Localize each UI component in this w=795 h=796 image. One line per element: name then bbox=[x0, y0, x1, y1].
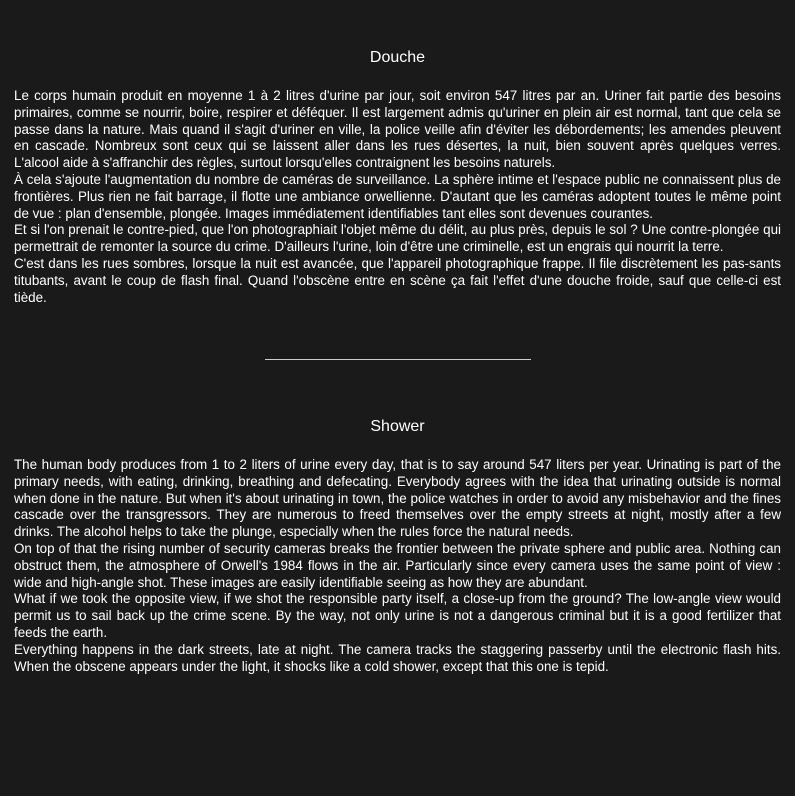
french-paragraph-4: C'est dans les rues sombres, lorsque la nuit est avancée, que l'appareil photographique frappe. Il file discrètement les pas-sants titubants, avant le coup de flash final. Quand l'obscène entre en scène ça fait l'effet d'une douche froide, sauf que celle-ci est tiède. bbox=[14, 255, 781, 305]
english-paragraph-2: On top of that the rising number of security cameras breaks the frontier between the private sphere and public area. Nothing can obstruct them, the atmosphere of Orwell's 1984 flows in the air. Particularly since every camera uses the same point of view : wide and high-angle shot. These images are easily identifiable seeing as how they are abundant. bbox=[14, 540, 781, 590]
english-paragraph-1: The human body produces from 1 to 2 liters of urine every day, that is to say around 547 liters per year. Urinating is part of the primary needs, with eating, drinking, breathing and defecating. Everybody agrees with the idea that urinating outside is normal when done in the nature. But when it's about urinating in town, the police watches in order to avoid any misbehavior and the fines cascade over the transgressors. They are numerous to freed themselves over the empty streets at night, mostly after a few drinks. The alcohol helps to take the plunge, especially when the rules force the natural needs. bbox=[14, 457, 781, 540]
french-section bbox=[14, 48, 781, 306]
french-paragraph-2: À cela s'ajoute l'augmentation du nombre de caméras de surveillance. La sphère intime et l'espace public ne connaissent plus de frontières. Plus rien ne fait barrage, il flotte une ambiance orwellienne. D'autant que les caméras adoptent toutes le même point de vue : plan d'ensemble, plongée. Images immédiatement identifiables tant elles sont devenues courantes. bbox=[14, 171, 781, 221]
english-title: Shower bbox=[370, 418, 425, 435]
french-paragraph-3: Et si l'on prenait le contre-pied, que l'on photographiait l'objet même du délit, au plus près, depuis le sol ? Une contre-plongée qui permettrait de remonter la source du crime. D'ailleurs l'urine, loin d'être une criminelle, est un engrais qui nourrit la terre. bbox=[14, 222, 781, 255]
french-title: Douche bbox=[369, 49, 426, 66]
section-divider bbox=[265, 359, 531, 360]
english-paragraph-3: What if we took the opposite view, if we shot the responsible party itself, a close-up from the ground? The low-angle view would permit us to sail back up the crime scene. By the way, not only urine is not a dangerous criminal but it is a good fertilizer that feeds the earth. bbox=[14, 591, 781, 640]
english-section bbox=[14, 417, 781, 675]
english-paragraph-4: Everything happens in the dark streets, late at night. The camera tracks the staggering passerby until the electronic flash hits. When the obscene appears under the light, it shocks like a cold shower, except that this one is tepid. bbox=[14, 641, 781, 674]
french-paragraph-1: Le corps humain produit en moyenne 1 à 2 litres d'urine par jour, soit environ 547 litres par an. Uriner fait partie des besoins primaires, comme se nourrir, boire, respirer et déféquer. Il est largement admis qu'uriner en plein air est normal, tant que cela se passe dans la nature. Mais quand il s'agit d'uriner en ville, la police veille afin d'éviter les débordements; les amendes pleuvent en cascade. Nombreux sont ceux qui se laissent aller dans les rues désertes, la nuit, bien souvent après quelques verres. L'alcool aide à s'affranchir des règles, surtout lorsqu'elles contraignent les besoins naturels. bbox=[14, 88, 781, 171]
